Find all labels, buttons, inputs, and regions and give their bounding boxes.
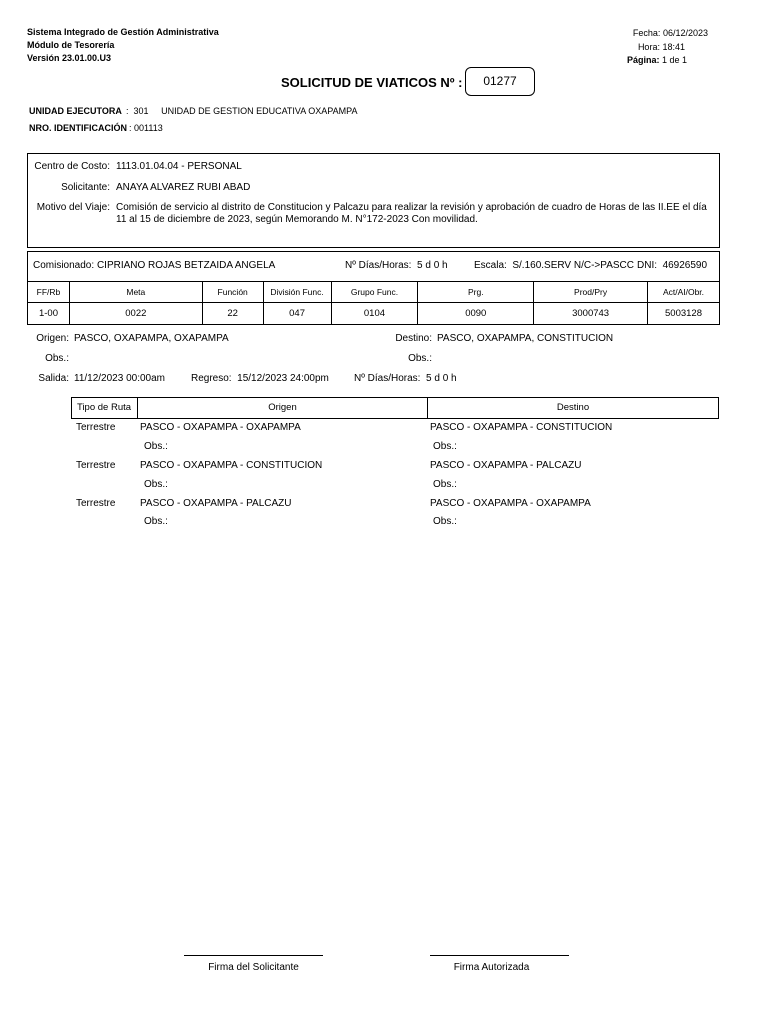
solicitante-value: ANAYA ALVAREZ RUBI ABAD [116, 182, 251, 193]
destino-label: Destino: [395, 333, 432, 344]
origen-value: PASCO, OXAPAMPA, OXAPAMPA [74, 333, 229, 344]
signature-line-solicitante [184, 955, 323, 956]
comisionado-value: CIPRIANO ROJAS BETZAIDA ANGELA [96, 260, 276, 271]
hora-row: Hora: 18:41 [637, 41, 685, 52]
budget-header-cell: Prod/Pry [534, 282, 648, 303]
date-block [600, 27, 708, 68]
route-origen: PASCO - OXAPAMPA - OXAPAMPA [140, 422, 301, 433]
budget-header-row [28, 282, 720, 303]
salida-label: Salida: [38, 373, 69, 384]
commission-dias-row: Nº Días/Horas: 5 d 0 h [345, 260, 448, 271]
fecha-value: 06/12/2023 [662, 28, 708, 38]
fecha-row: Fecha: 06/12/2023 [632, 28, 708, 38]
motivo-value: Comisión de servicio al distrito de Constitucion y Palcazu para realizar la revisión y aprobación de cuadro de Horas de las II.EE el día 11 al 15 de diciembre de 2023, según Memorando M. N°172-2023 Con movilidad. [116, 202, 707, 225]
destino-obs-label: Obs.: [408, 353, 432, 364]
route-header-origen: Origen [268, 402, 297, 413]
ue-code: 301 [133, 106, 149, 116]
ue-name: UNIDAD DE GESTION EDUCATIVA OXAPAMPA [161, 106, 358, 116]
regreso-value: 15/12/2023 24:00pm [237, 373, 329, 384]
module-name: Módulo de Tesorería [27, 40, 115, 50]
route-destino-obs: Obs.: [433, 441, 457, 452]
route-origen-obs: Obs.: [144, 479, 168, 490]
motivo-label: Motivo del Viaje: [36, 202, 110, 213]
escala-value: S/.160.SERV N/C->PASCC [512, 260, 634, 271]
budget-value-cell: 1-00 [28, 303, 70, 325]
budget-header-cell: Función [202, 282, 263, 303]
budget-value-cell: 0022 [69, 303, 202, 325]
comisionado-row: Comisionado: CIPRIANO ROJAS BETZAIDA ANGELA [33, 260, 276, 271]
budget-value-row [28, 303, 720, 325]
system-name: Sistema Integrado de Gestión Administrativa [27, 27, 219, 37]
origen-label: Origen: [36, 333, 69, 344]
route-origen-obs: Obs.: [144, 441, 168, 452]
regreso-row: Regreso: 15/12/2023 24:00pm [191, 373, 329, 384]
route-origen: PASCO - OXAPAMPA - PALCAZU [140, 498, 292, 509]
escala-row: Escala: S/.160.SERV N/C->PASCC [474, 260, 634, 271]
id-value: 001113 [134, 123, 163, 133]
budget-header-cell: División Func. [263, 282, 331, 303]
page-title: SOLICITUD DE VIATICOS Nº : [281, 75, 463, 90]
centro-value: 1113.01.04.04 - PERSONAL [116, 161, 242, 172]
budget-value-cell: 22 [202, 303, 263, 325]
dni-row: DNI: 46926590 [637, 260, 708, 271]
budget-header-cell: Prg. [418, 282, 534, 303]
route-tipo: Terrestre [76, 422, 116, 433]
route-destino: PASCO - OXAPAMPA - CONSTITUCION [430, 422, 613, 433]
solicitante-label: Solicitante: [61, 182, 110, 193]
pagina-value: 1 de 1 [661, 55, 687, 65]
route-header-tipo: Tipo de Ruta [77, 402, 132, 413]
route-tipo: Terrestre [76, 460, 116, 471]
version-text: Versión 23.01.00.U3 [27, 53, 112, 63]
pagina-row: Página: 1 de 1 [626, 55, 687, 65]
dni-value: 46926590 [662, 260, 708, 271]
route-tipo: Terrestre [76, 498, 116, 509]
budget-value-cell: 0104 [331, 303, 418, 325]
budget-header-cell: Grupo Func. [331, 282, 418, 303]
routes-header [71, 397, 719, 419]
signature-line-autorizada [430, 955, 569, 956]
origen-obs-label: Obs.: [45, 353, 69, 364]
nro-identificacion-row: NRO. IDENTIFICACIÓN : 001113 [29, 123, 163, 133]
budget-value-cell: 047 [263, 303, 331, 325]
route-destino: PASCO - OXAPAMPA - OXAPAMPA [430, 498, 591, 509]
budget-header-cell: Act/AI/Obr. [648, 282, 720, 303]
system-header [27, 26, 219, 65]
route-destino-obs: Obs.: [433, 516, 457, 527]
route-destino: PASCO - OXAPAMPA - PALCAZU [430, 460, 582, 471]
centro-label: Centro de Costo: [34, 161, 110, 172]
travel-dias-row: Nº Días/Horas: 5 d 0 h [354, 373, 457, 384]
salida-value: 11/12/2023 00:00am [74, 373, 166, 384]
budget-table [27, 281, 720, 325]
unidad-ejecutora-row: UNIDAD EJECUTORA : 301 UNIDAD DE GESTION EDUCATIVA OXAPAMPA [29, 106, 358, 116]
budget-value-cell: 0090 [418, 303, 534, 325]
request-number: 01277 [465, 67, 535, 96]
budget-value-cell: 3000743 [534, 303, 648, 325]
route-destino-obs: Obs.: [433, 479, 457, 490]
route-origen: PASCO - OXAPAMPA - CONSTITUCION [140, 460, 323, 471]
budget-value-cell: 5003128 [648, 303, 720, 325]
hora-value: 18:41 [662, 41, 685, 52]
signature-autorizada-label: Firma Autorizada [453, 962, 530, 973]
budget-header-cell: FF/Rb [28, 282, 70, 303]
destino-value: PASCO, OXAPAMPA, CONSTITUCION [437, 333, 614, 344]
budget-header-cell: Meta [69, 282, 202, 303]
signature-solicitante-label: Firma del Solicitante [208, 962, 299, 973]
route-header-destino: Destino [556, 402, 590, 413]
route-origen-obs: Obs.: [144, 516, 168, 527]
